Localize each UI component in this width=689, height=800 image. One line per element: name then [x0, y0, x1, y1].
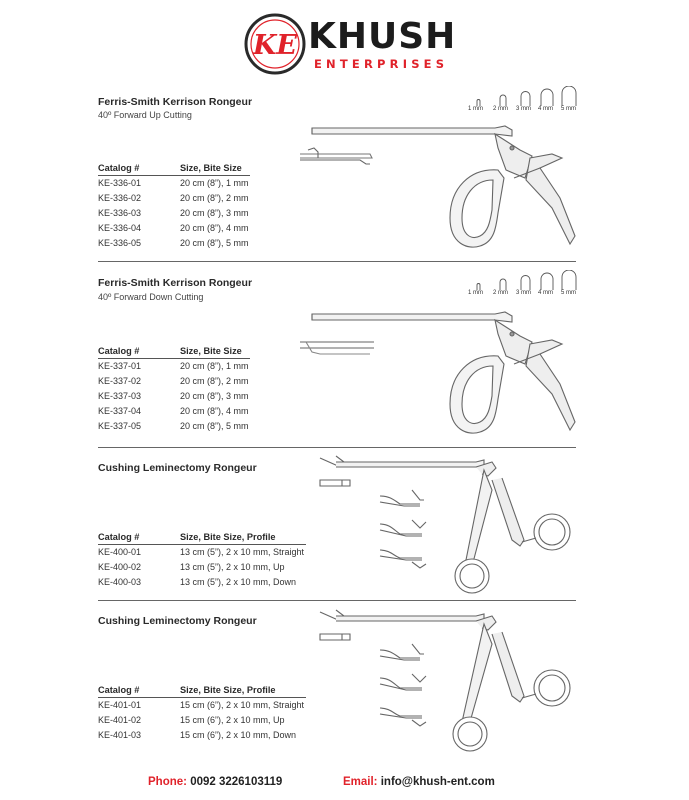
size-value: 20 cm (8”), 2 mm: [180, 376, 249, 386]
col-size-header: Size, Bite Size: [180, 346, 242, 356]
col-size-header: Size, Bite Size: [180, 163, 242, 173]
catalog-number: KE-400-01: [98, 547, 142, 557]
phone-number[interactable]: 0092 3226103119: [190, 776, 283, 788]
size-value: 15 cm (6”), 2 x 10 mm, Up: [180, 715, 285, 725]
col-size-header: Size, Bite Size, Profile: [180, 532, 276, 542]
catalog-number: KE-337-02: [98, 376, 142, 386]
brand-name: KHUSH: [308, 16, 457, 57]
col-catalog-header: Catalog #: [98, 532, 140, 542]
bite-size-profile-icon: [462, 270, 592, 292]
section-divider: [98, 261, 576, 262]
col-catalog-header: Catalog #: [98, 685, 140, 695]
catalog-number: KE-336-02: [98, 193, 142, 203]
catalog-number: KE-337-03: [98, 391, 142, 401]
email-link[interactable]: info@khush-ent.com: [380, 776, 495, 788]
catalog-number: KE-401-03: [98, 730, 142, 740]
catalog-number: KE-400-02: [98, 562, 142, 572]
cushing-rongeur-drawing-icon: [316, 604, 586, 754]
bite-size-label: 4 mm: [538, 290, 553, 296]
bite-size-label: 1 mm: [468, 106, 483, 112]
kerrison-rongeur-drawing-icon: [300, 118, 590, 253]
size-value: 20 cm (8”), 5 mm: [180, 421, 249, 431]
header-rule: [98, 544, 306, 545]
kerrison-rongeur-drawing-icon: [300, 304, 590, 439]
bite-size-profile-icon: [462, 86, 592, 108]
size-value: 20 cm (8”), 3 mm: [180, 208, 249, 218]
size-value: 15 cm (6”), 2 x 10 mm, Down: [180, 730, 297, 740]
product-title: Cushing Leminectomy Rongeur: [98, 462, 257, 474]
size-value: 20 cm (8”), 2 mm: [180, 193, 249, 203]
catalog-number: KE-336-03: [98, 208, 142, 218]
product-title: Ferris-Smith Kerrison Rongeur: [98, 96, 253, 108]
brand-tagline: ENTERPRISES: [314, 57, 449, 71]
section-divider: [98, 600, 576, 601]
product-title: Ferris-Smith Kerrison Rongeur: [98, 277, 253, 289]
size-value: 13 cm (5”), 2 x 10 mm, Down: [180, 577, 297, 587]
catalog-number: KE-336-04: [98, 223, 142, 233]
section-divider: [98, 447, 576, 448]
col-catalog-header: Catalog #: [98, 346, 140, 356]
size-value: 13 cm (5”), 2 x 10 mm, Straight: [180, 547, 305, 557]
size-value: 20 cm (8”), 5 mm: [180, 238, 249, 248]
col-catalog-header: Catalog #: [98, 163, 140, 173]
logo-letters: KE: [252, 30, 298, 61]
col-size-header: Size, Bite Size, Profile: [180, 685, 276, 695]
product-title: Cushing Leminectomy Rongeur: [98, 615, 257, 627]
footer-phone: [148, 776, 282, 788]
bite-size-chart: [462, 86, 592, 116]
header-rule: [98, 358, 250, 359]
size-value: 20 cm (8”), 4 mm: [180, 223, 249, 233]
bite-size-chart: [462, 270, 592, 300]
size-value: 20 cm (8”), 3 mm: [180, 391, 249, 401]
size-value: 20 cm (8”), 1 mm: [180, 178, 249, 188]
bite-size-label: 1 mm: [468, 290, 483, 296]
catalog-number: KE-401-01: [98, 700, 142, 710]
size-value: 20 cm (8”), 4 mm: [180, 406, 249, 416]
cushing-rongeur-drawing-icon: [316, 450, 586, 595]
bite-size-label: 3 mm: [516, 106, 531, 112]
bite-size-label: 5 mm: [561, 290, 576, 296]
size-value: 15 cm (6”), 2 x 10 mm, Straight: [180, 700, 305, 710]
catalog-number: KE-401-02: [98, 715, 142, 725]
phone-label: Phone:: [148, 776, 187, 788]
header-rule: [98, 175, 250, 176]
product-subtitle: 40º Forward Down Cutting: [98, 292, 204, 302]
bite-size-label: 5 mm: [561, 106, 576, 112]
bite-size-label: 2 mm: [493, 106, 508, 112]
email-label: Email:: [343, 776, 378, 788]
footer-email: [343, 776, 495, 788]
catalog-number: KE-336-05: [98, 238, 142, 248]
header-rule: [98, 697, 306, 698]
size-value: 20 cm (8”), 1 mm: [180, 361, 249, 371]
bite-size-label: 4 mm: [538, 106, 553, 112]
size-value: 13 cm (5”), 2 x 10 mm, Up: [180, 562, 285, 572]
product-subtitle: 40º Forward Up Cutting: [98, 110, 192, 120]
bite-size-label: 2 mm: [493, 290, 508, 296]
catalog-number: KE-336-01: [98, 178, 142, 188]
catalog-number: KE-400-03: [98, 577, 142, 587]
brand-logo: [244, 13, 457, 77]
catalog-number: KE-337-05: [98, 421, 142, 431]
catalog-number: KE-337-04: [98, 406, 142, 416]
bite-size-label: 3 mm: [516, 290, 531, 296]
logo-emblem-icon: [244, 13, 306, 75]
catalog-number: KE-337-01: [98, 361, 142, 371]
